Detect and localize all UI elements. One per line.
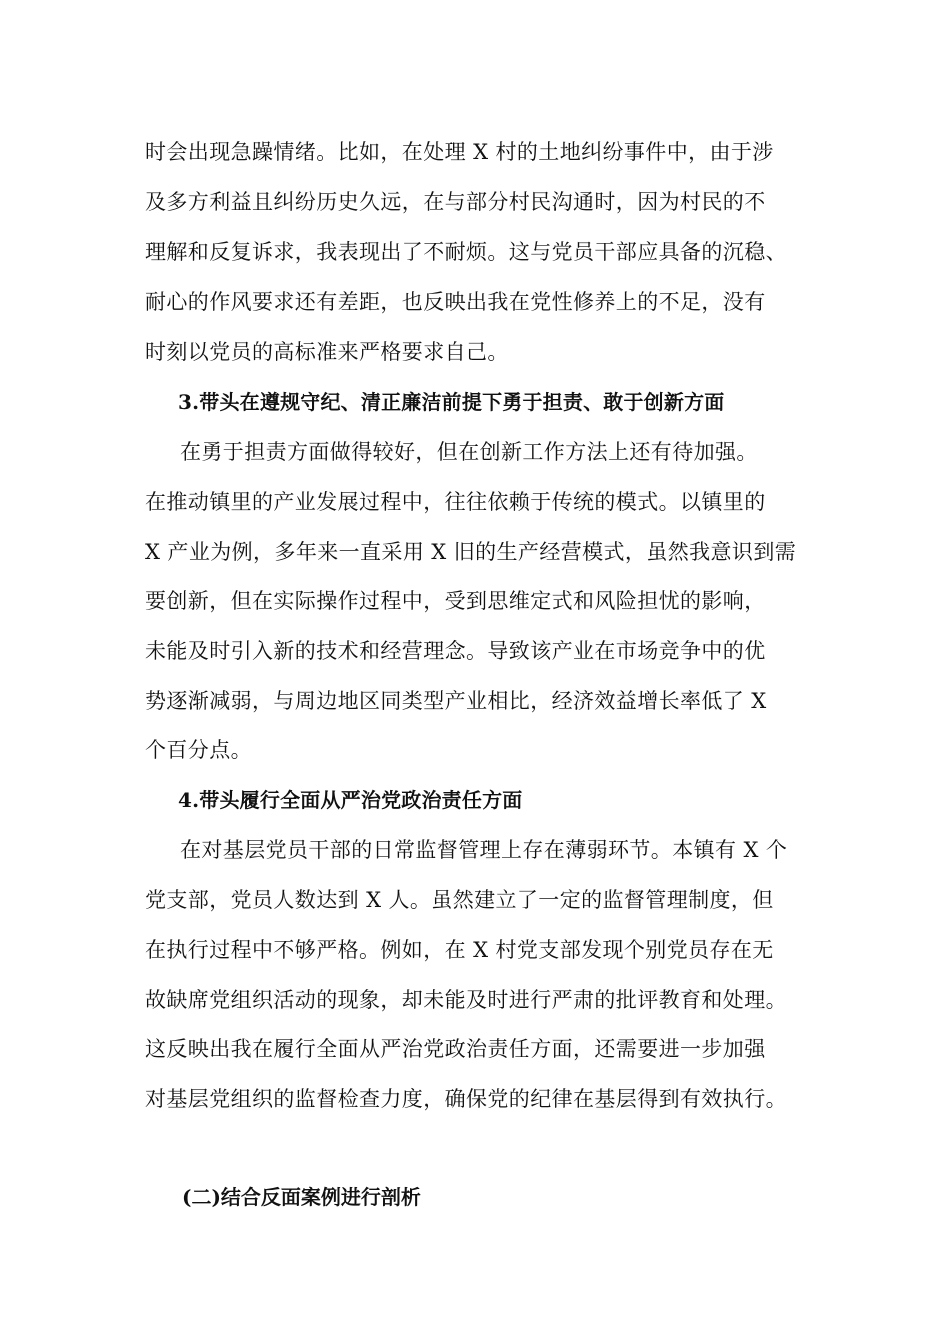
paragraph-line: 故缺席党组织活动的现象，却未能及时进行严肃的批评教育和处理。 (145, 988, 787, 1012)
paragraph-line: 及多方利益且纠纷历史久远，在与部分村民沟通时，因为村民的不 (145, 190, 766, 214)
paragraph-line: 党支部，党员人数达到 X 人。虽然建立了一定的监督管理制度，但 (145, 888, 774, 912)
paragraph-line: 理解和反复诉求，我表现出了不耐烦。这与党员干部应具备的沉稳、 (145, 240, 787, 264)
paragraph-line: 在对基层党员干部的日常监督管理上存在薄弱环节。本镇有 X 个 (180, 838, 788, 862)
paragraph-line: 这反映出我在履行全面从严治党政治责任方面，还需要进一步加强 (145, 1037, 766, 1061)
paragraph-line: 对基层党组织的监督检查力度，确保党的纪律在基层得到有效执行。 (145, 1087, 787, 1111)
paragraph-line: 个百分点。 (145, 738, 252, 762)
paragraph-line: 在执行过程中不够严格。例如，在 X 村党支部发现个别党员存在无 (145, 938, 774, 962)
paragraph-line: 在勇于担责方面做得较好，但在创新工作方法上还有待加强。 (180, 440, 758, 464)
paragraph-line: X 产业为例，多年来一直采用 X 旧的生产经营模式，虽然我意识到需 (145, 540, 797, 564)
paragraph-line: 势逐渐减弱，与周边地区同类型产业相比，经济效益增长率低了 X (145, 689, 767, 713)
paragraph-line: 未能及时引入新的技术和经营理念。导致该产业在市场竞争中的优 (145, 639, 766, 663)
paragraph-line: 要创新，但在实际操作过程中，受到思维定式和风险担忧的影响， (145, 589, 766, 613)
section-3-heading: 3.带头在遵规守纪、清正廉洁前提下勇于担责、敢于创新方面 (178, 390, 725, 414)
paragraph-line: 耐心的作风要求还有差距，也反映出我在党性修养上的不足，没有 (145, 290, 766, 314)
section-two-heading: (二)结合反面案例进行剖析 (182, 1185, 421, 1209)
paragraph-line: 时会出现急躁情绪。比如，在处理 X 村的土地纠纷事件中，由于涉 (145, 140, 774, 164)
paragraph-line: 在推动镇里的产业发展过程中，往往依赖于传统的模式。以镇里的 (145, 490, 766, 514)
paragraph-line: 时刻以党员的高标准来严格要求自己。 (145, 340, 509, 364)
section-4-heading: 4.带头履行全面从严治党政治责任方面 (178, 788, 523, 812)
